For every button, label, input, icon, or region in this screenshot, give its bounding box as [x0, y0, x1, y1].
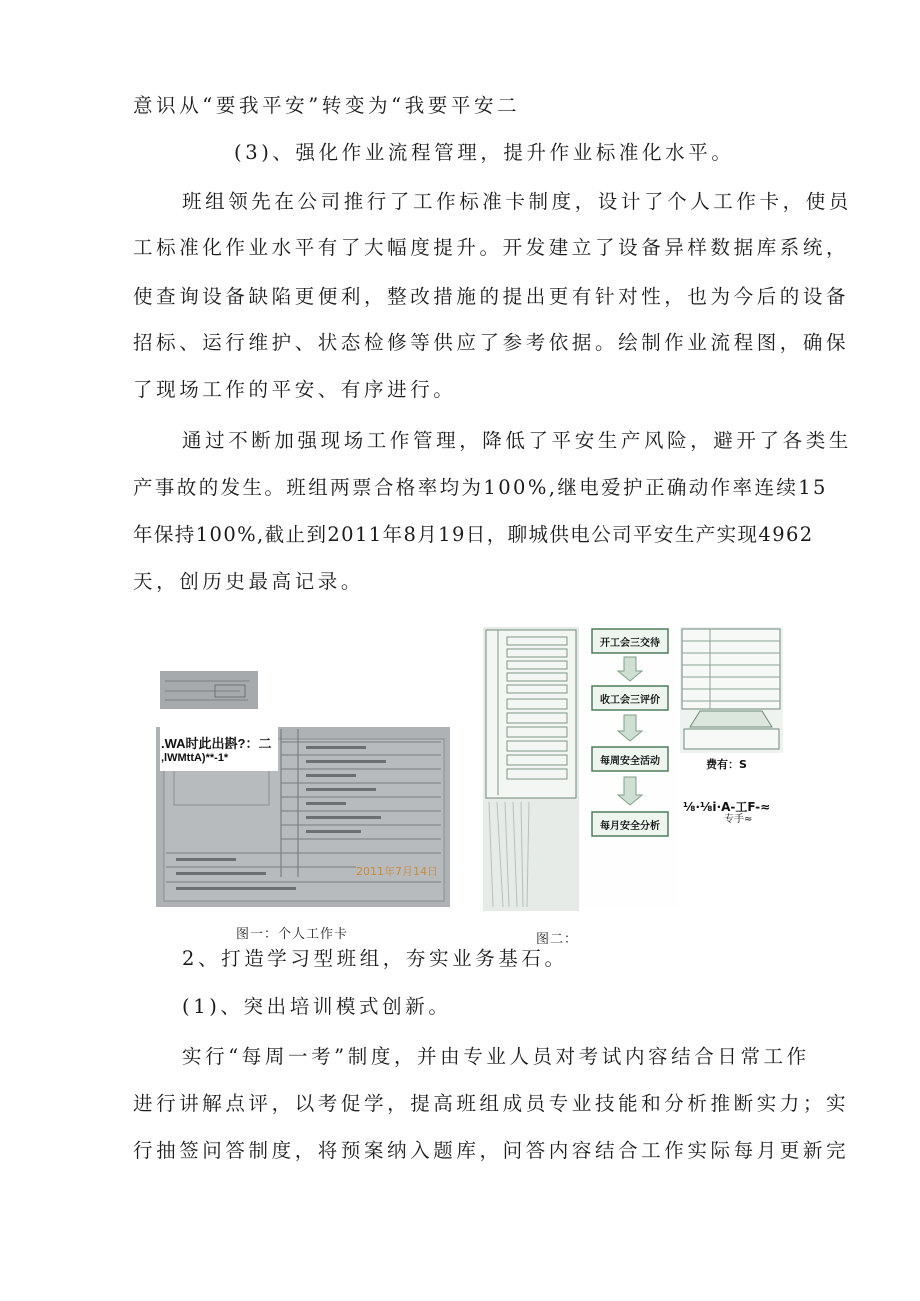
paragraph-line: 行抽签问答制度，将预案纳入题库，问答内容结合工作实际每月更新完	[133, 1139, 850, 1162]
svg-text:2011年7月14日: 2011年7月14日	[356, 865, 438, 878]
figure2-caption: 图二：	[536, 931, 579, 946]
paragraph-line: 产事故的发生。班组两票合格率均为100%,继电爱护正确动作率连续15	[133, 476, 828, 499]
paragraph-line: 年保持100%,截止到2011年8月19日，聊城供电公司平安生产实现4962	[133, 523, 814, 546]
flow-step: 每周安全活动	[600, 756, 660, 767]
paragraph-line: 使查询设备缺陷更便利，整改措施的提出更有针对性，也为今后的设备	[133, 285, 850, 308]
procedure-form-image	[483, 627, 579, 911]
paragraph-line: 工标准化作业水平有了大幅度提升。开发建立了设备异样数据库系统，	[133, 236, 850, 259]
flowchart-image	[582, 627, 677, 907]
figure2-ocr-text: 费有：S	[706, 758, 747, 771]
figure2-ocr-text: ⅛∙⅛i∙A-工F-≈	[683, 800, 771, 814]
figure1-ocr-text: ,lWMttA)**-1*	[161, 752, 229, 764]
figure1-ocr-text: .WA时此出斟?：二	[161, 736, 272, 751]
paragraph-line: 天，创历史最高记录。	[133, 570, 365, 593]
paragraph-line: 实行“每周一考”制度，并由专业人员对考试内容结合日常工作	[182, 1045, 810, 1068]
section-heading: (3)、强化作业流程管理，提升作业标准化水平。	[234, 141, 735, 164]
flow-step: 收工会三评价	[600, 695, 660, 706]
flow-step: 开工会三交待	[600, 638, 660, 649]
section-heading: 2、打造学习型班组，夯实业务基石。	[182, 947, 568, 970]
paragraph-line: 班组领先在公司推行了工作标准卡制度，设计了个人工作卡，使员	[182, 190, 852, 213]
paragraph-line: 进行讲解点评，以考促学，提高班组成员专业技能和分析推断实力；实	[133, 1092, 850, 1115]
analysis-form-image	[680, 627, 783, 753]
flow-step: 每月安全分析	[600, 821, 660, 832]
paragraph-line: 招标、运行维护、状态检修等供应了参考依据。绘制作业流程图，确保	[133, 331, 850, 354]
work-card-photo-small	[160, 671, 258, 709]
figure1-caption: 图一：个人工作卡	[236, 926, 349, 941]
paragraph-line: 了现场工作的平安、有序进行。	[133, 378, 457, 401]
figure2-ocr-text: 专手≈	[724, 814, 753, 825]
paragraph-line: 意识从“要我平安”转变为“我要平安二	[133, 94, 521, 117]
section-heading: (1)、突出培训模式创新。	[182, 995, 452, 1018]
paragraph-line: 通过不断加强现场工作管理，降低了平安生产风险，避开了各类生	[182, 429, 852, 452]
